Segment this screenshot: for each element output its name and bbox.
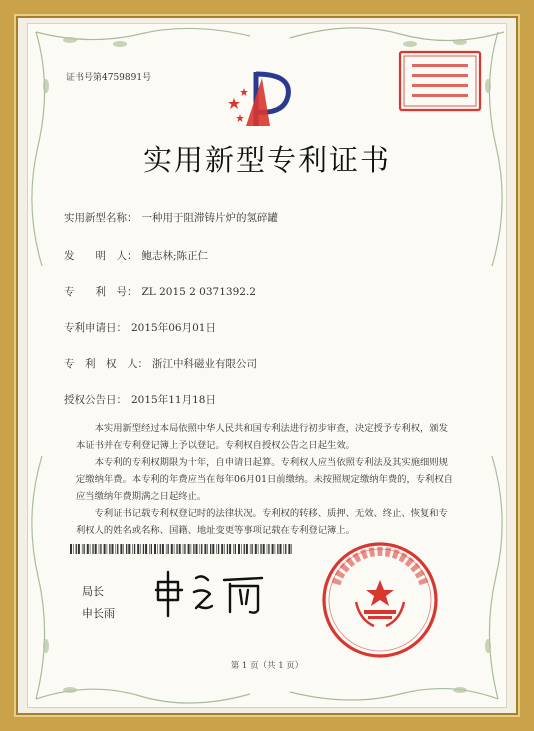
director-signature (150, 568, 272, 620)
field-label: 发 明 人： (64, 250, 138, 262)
field-value: ZL 2015 2 0371392.2 (141, 286, 256, 298)
director-title: 局长 (82, 585, 104, 598)
field-label: 授权公告日： (64, 394, 127, 406)
body-paragraph: 专利证书记载专利权登记时的法律状况。专利权的转移、质押、无效、终止、恢复和专利权人的姓名或名称、国籍、地址变更等事项记载在专利登记簿上。 (76, 508, 448, 536)
page-number: 第 1 页（共 1 页） (230, 661, 304, 671)
field-patentee (64, 356, 257, 371)
field-value: 一种用于阻滞铸片炉的氢碎罐 (141, 212, 278, 224)
body-paragraph: 本专利的专利权期限为十年，自申请日起算。专利权人应当依照专利法及其实施细则规定缴纳年费。本专利的年费应当在每年06月01日前缴纳。未按照规定缴纳年费的，专利权自应当缴纳年费期满之日起终止。 (76, 457, 453, 502)
field-grant-date (64, 392, 216, 407)
field-label: 专 利 权 人： (64, 358, 148, 370)
certificate-title: 实用新型专利证书 (142, 143, 391, 177)
field-label: 专 利 号： (64, 286, 138, 298)
field-inventor (64, 248, 208, 263)
field-value: 2015年06月01日 (131, 322, 216, 334)
field-patent-number (64, 284, 256, 299)
field-value: 浙江中科磁业有限公司 (152, 358, 257, 370)
field-label: 专利申请日： (64, 322, 127, 334)
field-application-date (64, 320, 216, 335)
patent-office-logo (226, 68, 298, 130)
field-label: 实用新型名称： (64, 212, 138, 224)
field-utility-name (64, 210, 278, 225)
official-seal (316, 540, 444, 660)
certificate-number: 证书号第4759891号 (66, 73, 152, 83)
certificate-body (76, 420, 454, 539)
field-value: 鲍志林;陈正仁 (141, 250, 209, 262)
field-value: 2015年11月18日 (131, 394, 216, 406)
body-paragraph: 本实用新型经过本局依照中华人民共和国专利法进行初步审查，决定授予专利权，颁发本证书并在专利登记簿上予以登记。专利权自授权公告之日起生效。 (76, 423, 448, 451)
barcode (70, 544, 296, 554)
registration-stamp (398, 50, 482, 112)
director-name: 申长雨 (82, 607, 115, 620)
